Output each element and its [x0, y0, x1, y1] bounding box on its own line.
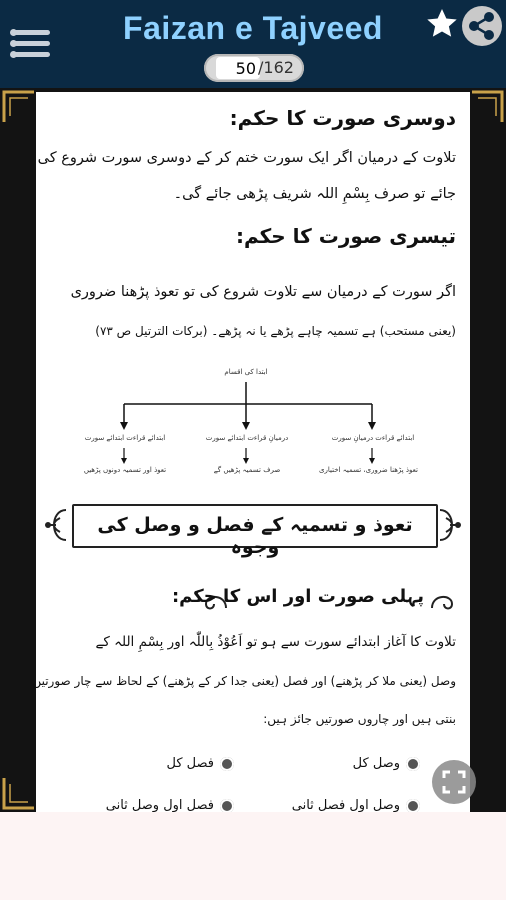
- diagram-root-label: ابتدا کی اقسام: [224, 368, 268, 376]
- rule-item: [292, 798, 420, 812]
- paragraph-line: بنتی ہیں اور چاروں صورتیں جائز ہیں:: [263, 712, 456, 726]
- star-icon[interactable]: [424, 6, 460, 46]
- gear-bullet-icon: [220, 799, 234, 813]
- diagram-leaf-label: صرف تسمیہ پڑھیں گے: [213, 466, 281, 474]
- corner-ornament-icon: [470, 90, 504, 124]
- diagram-leaf-label: تعوذ اور تسمیہ دونوں پڑھیں: [83, 466, 167, 474]
- diagram-leaf-label: تعوذ پڑھنا ضروری، تسمیہ اختیاری: [319, 466, 418, 474]
- paragraph-line: جائے تو صرف بِسْمِ اللہ شریف پڑھی جائے گی۔: [173, 186, 456, 202]
- gear-bullet-icon: [406, 799, 420, 813]
- corner-ornament-icon: [2, 90, 36, 124]
- rule-item-label: فصل اول وصل ثانی: [105, 798, 214, 812]
- heading-third-case: تیسری صورت کا حکم:: [235, 224, 456, 248]
- rule-item-label: وصل اول فصل ثانی: [291, 798, 400, 812]
- rule-item: [106, 798, 234, 812]
- heading-first-case: پہلی صورت اور اس کا حکم:: [171, 586, 424, 607]
- banner-frame: [72, 504, 438, 558]
- bottom-blank-area: [0, 812, 506, 900]
- paragraph-line: وصل (یعنی ملا کر پڑھنے) اور فصل (یعنی جدا کر کے پڑھنے) کے لحاظ سے چار صورتیں: [32, 674, 456, 688]
- paragraph-line: اگر سورت کے درمیان سے تلاوت شروع کی تو تعوذ پڑھنا ضروری: [70, 284, 456, 300]
- section-banner: [42, 502, 464, 558]
- page-number-input[interactable]: [216, 57, 260, 79]
- rule-item-label: فصل کل: [166, 756, 214, 771]
- app-title: Faizan e Tajveed: [123, 10, 383, 46]
- ornament-icon: [42, 506, 68, 544]
- diagram-sub-arrows: [96, 446, 396, 466]
- rule-item: [353, 756, 420, 771]
- diagram-branch-label: درمیانِ قراءت ابتدائے سورت: [205, 434, 289, 442]
- banner-title: تعوذ و تسمیہ کے فصل و وصل کی وجوہ: [97, 514, 413, 558]
- rule-item: [167, 756, 235, 771]
- gear-bullet-icon: [220, 757, 234, 771]
- paragraph-line: تلاوت کے درمیان اگر ایک سورت ختم کر کے دوسری سورت شروع کی: [37, 150, 456, 166]
- diagram-branch-label: ابتدائے قراءت درمیانِ سورت: [331, 434, 415, 442]
- share-icon[interactable]: [462, 6, 502, 46]
- page-total: /162: [258, 58, 294, 77]
- top-app-bar: [0, 0, 506, 88]
- document-page: [32, 92, 470, 812]
- ornament-icon: [438, 506, 464, 544]
- paragraph-line: (یعنی مستحب) ہے تسمیہ چاہے پڑھے یا نہ پڑھے۔ (برکات الترتیل ص ۷۳): [95, 324, 456, 338]
- paragraph-line: تلاوت کا آغاز ابتدائے سورت سے ہو تو اَعُوْذُ بِاللّٰہ اور بِسْمِ اللہ کے: [95, 634, 456, 650]
- rule-item-label: وصل کل: [352, 756, 400, 771]
- flourish-icon: [430, 590, 456, 612]
- corner-ornament-icon: [2, 776, 36, 810]
- fullscreen-icon[interactable]: [432, 760, 476, 804]
- diagram-branch-label: ابتدائے قراءت ابتدائے سورت: [84, 434, 166, 442]
- page-indicator: [204, 54, 304, 82]
- heading-second-case: دوسری صورت کا حکم:: [229, 106, 456, 130]
- book-page-viewer[interactable]: [0, 88, 506, 812]
- gear-bullet-icon: [406, 757, 420, 771]
